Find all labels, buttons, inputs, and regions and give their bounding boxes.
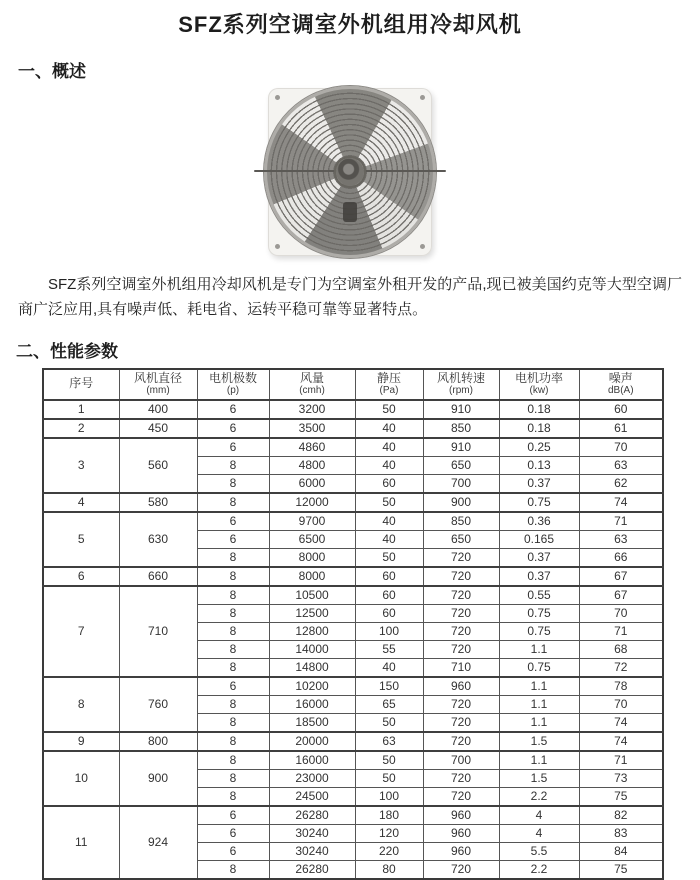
cell-poles: 8 [197, 860, 269, 879]
cell-poles: 6 [197, 419, 269, 438]
cell-speed: 720 [423, 732, 499, 751]
cell-poles: 8 [197, 713, 269, 732]
cell-static-pressure: 50 [355, 400, 423, 419]
cell-power: 1.5 [499, 769, 579, 787]
table-row [43, 732, 663, 751]
cell-noise: 62 [579, 474, 663, 493]
cell-poles: 8 [197, 493, 269, 512]
cell-noise: 84 [579, 842, 663, 860]
cell-speed: 960 [423, 824, 499, 842]
cell-serial: 9 [43, 732, 119, 751]
cell-poles: 8 [197, 640, 269, 658]
cell-airflow: 4860 [269, 438, 355, 457]
cell-poles: 8 [197, 695, 269, 713]
cell-static-pressure: 40 [355, 419, 423, 438]
cell-diameter: 924 [119, 806, 197, 879]
cell-serial: 1 [43, 400, 119, 419]
document-page [0, 8, 700, 876]
cell-noise: 83 [579, 824, 663, 842]
cell-noise: 63 [579, 456, 663, 474]
cell-noise: 82 [579, 806, 663, 825]
cell-airflow: 4800 [269, 456, 355, 474]
cell-speed: 960 [423, 677, 499, 696]
cell-serial: 5 [43, 512, 119, 567]
cell-airflow: 23000 [269, 769, 355, 787]
cell-serial: 6 [43, 567, 119, 586]
col-header-airflow: 风量 (cmh) [269, 369, 355, 400]
cell-static-pressure: 50 [355, 751, 423, 770]
cell-speed: 650 [423, 456, 499, 474]
cell-power: 1.1 [499, 677, 579, 696]
cell-serial: 10 [43, 751, 119, 806]
cell-speed: 720 [423, 713, 499, 732]
cell-speed: 850 [423, 512, 499, 531]
cell-speed: 720 [423, 622, 499, 640]
cell-static-pressure: 50 [355, 493, 423, 512]
cell-airflow: 20000 [269, 732, 355, 751]
cell-power: 5.5 [499, 842, 579, 860]
page-title: SFZ系列空调室外机组用冷却风机 [178, 12, 522, 37]
cell-poles: 6 [197, 438, 269, 457]
cell-noise: 73 [579, 769, 663, 787]
cell-noise: 71 [579, 512, 663, 531]
cell-speed: 650 [423, 530, 499, 548]
cell-static-pressure: 220 [355, 842, 423, 860]
cell-speed: 720 [423, 640, 499, 658]
cell-noise: 71 [579, 622, 663, 640]
cell-poles: 6 [197, 824, 269, 842]
table-row [43, 751, 663, 770]
cell-airflow: 16000 [269, 695, 355, 713]
cell-static-pressure: 150 [355, 677, 423, 696]
table-row [43, 806, 663, 825]
cell-speed: 720 [423, 604, 499, 622]
cell-poles: 6 [197, 842, 269, 860]
cell-power: 0.25 [499, 438, 579, 457]
cell-static-pressure: 180 [355, 806, 423, 825]
cell-static-pressure: 80 [355, 860, 423, 879]
cell-static-pressure: 60 [355, 604, 423, 622]
cell-power: 1.1 [499, 640, 579, 658]
cell-static-pressure: 50 [355, 769, 423, 787]
cell-power: 4 [499, 824, 579, 842]
cell-noise: 78 [579, 677, 663, 696]
cell-static-pressure: 40 [355, 438, 423, 457]
cell-airflow: 6000 [269, 474, 355, 493]
performance-table [42, 368, 664, 880]
cell-speed: 910 [423, 400, 499, 419]
screw-icon [420, 95, 425, 100]
cell-speed: 910 [423, 438, 499, 457]
cell-static-pressure: 100 [355, 787, 423, 806]
cell-diameter: 560 [119, 438, 197, 493]
cell-power: 1.1 [499, 713, 579, 732]
cell-speed: 720 [423, 695, 499, 713]
cell-airflow: 10500 [269, 586, 355, 605]
col-header-static-pressure: 静压 (Pa) [355, 369, 423, 400]
col-header-diameter: 风机直径 (mm) [119, 369, 197, 400]
cell-poles: 8 [197, 474, 269, 493]
cell-serial: 8 [43, 677, 119, 732]
cell-poles: 8 [197, 456, 269, 474]
cell-diameter: 800 [119, 732, 197, 751]
cell-static-pressure: 40 [355, 530, 423, 548]
table-row [43, 567, 663, 586]
cell-diameter: 580 [119, 493, 197, 512]
cell-static-pressure: 60 [355, 474, 423, 493]
section-heading-overview: 一、概述 [18, 62, 86, 81]
performance-table-header [43, 369, 663, 400]
table-row [43, 419, 663, 438]
cell-power: 1.1 [499, 695, 579, 713]
cell-serial: 4 [43, 493, 119, 512]
cell-noise: 71 [579, 751, 663, 770]
cell-power: 0.165 [499, 530, 579, 548]
screw-icon [275, 244, 280, 249]
cell-speed: 700 [423, 474, 499, 493]
col-header-poles: 电机极数 (p) [197, 369, 269, 400]
cell-airflow: 6500 [269, 530, 355, 548]
cell-poles: 6 [197, 677, 269, 696]
cell-noise: 63 [579, 530, 663, 548]
cell-poles: 8 [197, 586, 269, 605]
cell-airflow: 24500 [269, 787, 355, 806]
cell-speed: 700 [423, 751, 499, 770]
cell-poles: 6 [197, 512, 269, 531]
cell-static-pressure: 50 [355, 548, 423, 567]
cell-airflow: 12500 [269, 604, 355, 622]
cell-noise: 61 [579, 419, 663, 438]
fan-photo [242, 84, 458, 260]
cell-static-pressure: 40 [355, 512, 423, 531]
cell-noise: 67 [579, 567, 663, 586]
cell-speed: 720 [423, 769, 499, 787]
cell-power: 0.75 [499, 658, 579, 677]
cell-poles: 8 [197, 622, 269, 640]
cell-power: 1.5 [499, 732, 579, 751]
cell-power: 0.13 [499, 456, 579, 474]
fan-hub [336, 158, 364, 186]
screw-icon [275, 95, 280, 100]
cell-power: 0.75 [499, 493, 579, 512]
cell-poles: 8 [197, 604, 269, 622]
table-row [43, 677, 663, 696]
cell-diameter: 450 [119, 419, 197, 438]
cell-static-pressure: 40 [355, 658, 423, 677]
cell-power: 2.2 [499, 860, 579, 879]
cell-power: 2.2 [499, 787, 579, 806]
cell-power: 0.36 [499, 512, 579, 531]
col-header-speed: 风机转速 (rpm) [423, 369, 499, 400]
cell-poles: 6 [197, 400, 269, 419]
cell-airflow: 30240 [269, 824, 355, 842]
cell-speed: 710 [423, 658, 499, 677]
cell-power: 0.18 [499, 400, 579, 419]
cell-speed: 720 [423, 548, 499, 567]
cell-static-pressure: 55 [355, 640, 423, 658]
cell-power: 4 [499, 806, 579, 825]
cell-static-pressure: 120 [355, 824, 423, 842]
table-row [43, 438, 663, 457]
cell-diameter: 630 [119, 512, 197, 567]
cell-noise: 74 [579, 493, 663, 512]
cell-airflow: 14800 [269, 658, 355, 677]
table-row [43, 493, 663, 512]
cell-poles: 6 [197, 806, 269, 825]
cell-serial: 7 [43, 586, 119, 677]
table-row [43, 512, 663, 531]
cell-airflow: 3500 [269, 419, 355, 438]
performance-table-body [43, 400, 663, 879]
cell-airflow: 8000 [269, 548, 355, 567]
cell-noise: 68 [579, 640, 663, 658]
cell-airflow: 14000 [269, 640, 355, 658]
cell-noise: 72 [579, 658, 663, 677]
cell-noise: 75 [579, 860, 663, 879]
cell-noise: 70 [579, 604, 663, 622]
cell-noise: 75 [579, 787, 663, 806]
cell-static-pressure: 60 [355, 567, 423, 586]
cell-noise: 60 [579, 400, 663, 419]
fan-motor-mount [343, 202, 357, 222]
col-header-serial: 序号 [43, 369, 119, 400]
cell-airflow: 30240 [269, 842, 355, 860]
cell-poles: 8 [197, 769, 269, 787]
cell-poles: 6 [197, 530, 269, 548]
table-row [43, 586, 663, 605]
cell-diameter: 710 [119, 586, 197, 677]
cell-power: 0.37 [499, 567, 579, 586]
cell-static-pressure: 65 [355, 695, 423, 713]
section-heading-performance: 二、性能参数 [16, 341, 118, 361]
cell-power: 0.18 [499, 419, 579, 438]
cell-power: 0.55 [499, 586, 579, 605]
cell-airflow: 8000 [269, 567, 355, 586]
cell-speed: 900 [423, 493, 499, 512]
screw-icon [420, 244, 425, 249]
cell-speed: 720 [423, 787, 499, 806]
cell-airflow: 9700 [269, 512, 355, 531]
cell-poles: 8 [197, 787, 269, 806]
intro-paragraph: SFZ系列空调室外机组用冷却风机是专门为空调室外租开发的产品,现已被美国约克等大型空调厂商广泛应用,具有噪声低、耗电省、运转平稳可靠等显著特点。 [18, 276, 682, 318]
cell-static-pressure: 50 [355, 713, 423, 732]
cell-power: 0.75 [499, 622, 579, 640]
cell-speed: 720 [423, 567, 499, 586]
cell-diameter: 900 [119, 751, 197, 806]
cell-diameter: 400 [119, 400, 197, 419]
cell-airflow: 16000 [269, 751, 355, 770]
cell-static-pressure: 40 [355, 456, 423, 474]
cell-speed: 850 [423, 419, 499, 438]
cell-noise: 70 [579, 438, 663, 457]
cell-airflow: 26280 [269, 860, 355, 879]
cell-noise: 74 [579, 732, 663, 751]
cell-diameter: 660 [119, 567, 197, 586]
cell-poles: 8 [197, 732, 269, 751]
cell-airflow: 10200 [269, 677, 355, 696]
cell-airflow: 12800 [269, 622, 355, 640]
cell-poles: 8 [197, 658, 269, 677]
cell-serial: 3 [43, 438, 119, 493]
cell-airflow: 26280 [269, 806, 355, 825]
cell-diameter: 760 [119, 677, 197, 732]
cell-airflow: 3200 [269, 400, 355, 419]
cell-airflow: 18500 [269, 713, 355, 732]
col-header-power: 电机功率 (kw) [499, 369, 579, 400]
cell-poles: 8 [197, 751, 269, 770]
cell-noise: 70 [579, 695, 663, 713]
cell-static-pressure: 63 [355, 732, 423, 751]
table-row [43, 400, 663, 419]
cell-noise: 66 [579, 548, 663, 567]
cell-speed: 960 [423, 806, 499, 825]
cell-speed: 720 [423, 586, 499, 605]
col-header-noise: 噪声 dB(A) [579, 369, 663, 400]
cell-power: 1.1 [499, 751, 579, 770]
cell-speed: 720 [423, 860, 499, 879]
cell-power: 0.37 [499, 474, 579, 493]
cell-static-pressure: 100 [355, 622, 423, 640]
cell-power: 0.75 [499, 604, 579, 622]
cell-speed: 960 [423, 842, 499, 860]
cell-airflow: 12000 [269, 493, 355, 512]
cell-noise: 74 [579, 713, 663, 732]
cell-poles: 8 [197, 548, 269, 567]
cell-poles: 8 [197, 567, 269, 586]
cell-serial: 2 [43, 419, 119, 438]
cell-static-pressure: 60 [355, 586, 423, 605]
cell-power: 0.37 [499, 548, 579, 567]
cell-noise: 67 [579, 586, 663, 605]
cell-serial: 11 [43, 806, 119, 879]
